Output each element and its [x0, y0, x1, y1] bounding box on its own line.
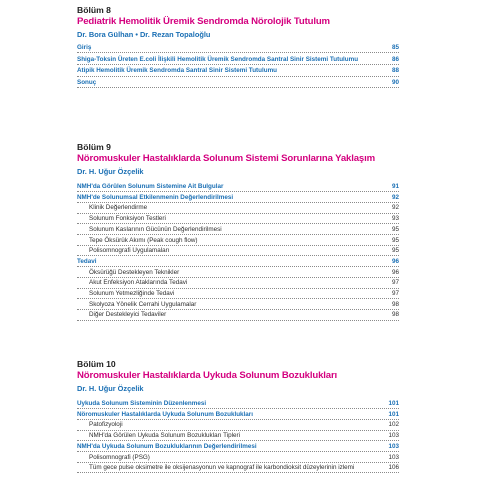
toc-entry-page: 88	[391, 67, 399, 75]
toc-entry-page: 96	[391, 257, 399, 265]
toc-entry-page: 97	[391, 279, 399, 287]
toc-entry-page: 98	[391, 300, 399, 308]
toc-entry-text: Akut Enfeksiyon Ataklarında Tedavi	[89, 279, 188, 287]
toc-entry[interactable]	[77, 269, 399, 278]
chapter-10	[77, 358, 399, 473]
toc-entry-text: Tüm gece pulse oksimetre ile oksijenasyonun ve kapnograf ile karbondioksit düzeylerinin izlemi	[89, 464, 355, 472]
toc-entry-text: NMH'da Uykuda Solunum Bozukluklarının Değerlendirilmesi	[77, 442, 257, 450]
toc-entry-page: 103	[388, 453, 399, 461]
toc-entry[interactable]	[77, 56, 399, 65]
toc-entry[interactable]	[77, 411, 399, 420]
toc-entry[interactable]	[77, 301, 399, 310]
chapter-number: Bölüm 9	[77, 142, 111, 152]
toc-entry-text: Shiga-Toksin Üreten E.coli İlişkili Hemolitik Üremik Sendromda Santral Sinir Sistemi Tutulumu	[77, 56, 359, 64]
toc-entry-text: Solunum Kaslarının Gücünün Değerlendirilmesi	[89, 225, 222, 233]
toc-entry-page: 95	[391, 247, 399, 255]
chapter-8	[77, 4, 399, 88]
toc-entry[interactable]	[77, 400, 399, 409]
toc-entry-page: 85	[391, 44, 399, 51]
toc-entry[interactable]	[77, 44, 399, 53]
toc-entry[interactable]	[77, 454, 399, 463]
toc-entry[interactable]	[77, 183, 399, 192]
toc-entry-text: Diğer Destekleyici Tedaviler	[89, 311, 167, 319]
chapter-9	[77, 141, 399, 321]
chapter-number: Bölüm 8	[77, 5, 111, 15]
chapter-authors: Dr. H. Uğur Özçelik	[77, 167, 144, 176]
chapter-authors: Dr. Bora Gülhan • Dr. Rezan Topaloğlu	[77, 30, 211, 39]
chapter-title: Nöromuskuler Hastalıklarda Solunum Sistemi Sorunlarına Yaklaşım	[77, 153, 376, 164]
toc-entry[interactable]	[77, 421, 399, 430]
toc-entry[interactable]	[77, 226, 399, 235]
chapter-title: Nöromuskuler Hastalıklarda Uykuda Solunum Bozuklukları	[77, 370, 338, 381]
toc-entry-text: Tedavi	[77, 257, 97, 265]
toc-entry[interactable]	[77, 290, 399, 299]
toc-entry-text: NMH'de Solunumsal Etkilenmenin Değerlendirilmesi	[77, 193, 234, 201]
toc-entry-text: Öksürüğü Destekleyen Teknikler	[89, 268, 180, 276]
toc-entry[interactable]	[77, 311, 399, 320]
toc-entry-text: Klinik Değerlendirme	[89, 204, 148, 212]
toc-entry-page: 93	[391, 215, 399, 223]
toc-entry-text: NMH'da Görülen Uykuda Solunum Bozuklukları Tipleri	[89, 432, 240, 440]
toc-entry[interactable]	[77, 279, 399, 288]
toc-entry-page: 95	[391, 225, 399, 233]
toc-entry-text: Sonuç	[77, 78, 97, 86]
toc-entry-page: 103	[388, 442, 399, 450]
toc-entry-page: 97	[391, 290, 399, 298]
toc-entry[interactable]	[77, 464, 399, 473]
toc-entry-text: Solunum Yetmezliğinde Tedavi	[89, 290, 175, 298]
toc-entry-page: 95	[391, 236, 399, 244]
toc-entry-page: 90	[391, 78, 399, 86]
toc-entry-page: 92	[391, 204, 399, 212]
toc-entry-text: Nöromuskuler Hastalıklarda Uykuda Solunum Bozuklukları	[77, 410, 254, 418]
toc-entry[interactable]	[77, 432, 399, 441]
toc-entry[interactable]	[77, 67, 399, 76]
toc-entry-text: Giriş	[77, 44, 92, 51]
toc-entry-text: Solunum Fonksiyon Testleri	[89, 215, 166, 223]
toc-entry-page: 103	[388, 432, 399, 440]
toc-entry[interactable]	[77, 204, 399, 213]
chapter-title: Pediatrik Hemolitik Üremik Sendromda Nörolojik Tutulum	[77, 16, 330, 27]
toc-entry[interactable]	[77, 443, 399, 452]
toc-entry-text: Patofizyoloji	[89, 421, 123, 429]
toc-entry-page: 92	[391, 193, 399, 201]
toc-entry-text: Tepe Öksürük Akımı (Peak cough flow)	[89, 236, 198, 244]
toc-entry-text: Polisomnografi Uygulamaları	[89, 247, 170, 255]
toc-entry-text: Skolyoza Yönelik Cerrahi Uygulamalar	[89, 300, 197, 308]
toc-entry[interactable]	[77, 258, 399, 267]
toc-entry-page: 101	[388, 400, 399, 407]
toc-entry-page: 106	[388, 464, 399, 472]
toc-entry-text: NMH'da Görülen Solunum Sistemine Ait Bulgular	[77, 183, 224, 190]
chapter-authors: Dr. H. Uğur Özçelik	[77, 384, 144, 393]
toc-entry[interactable]	[77, 237, 399, 246]
toc-entry[interactable]	[77, 79, 399, 88]
toc-entry[interactable]	[77, 194, 399, 203]
toc-entry-text: Uykuda Solunum Sisteminin Düzenlenmesi	[77, 400, 207, 407]
toc-entry-page: 96	[391, 268, 399, 276]
toc-entry-text: Atipik Hemolitik Üremik Sendromda Santral Sinir Sistemi Tutulumu	[77, 67, 278, 75]
toc-entry-page: 91	[391, 183, 399, 190]
toc-entry-page: 86	[391, 56, 399, 64]
chapter-number: Bölüm 10	[77, 359, 116, 369]
toc-entry-text: Polisomnografi (PSG)	[89, 453, 150, 461]
toc-entry[interactable]	[77, 215, 399, 224]
toc-entry-page: 102	[388, 421, 399, 429]
toc-entry-page: 101	[388, 410, 399, 418]
toc-entry[interactable]	[77, 247, 399, 256]
toc-entry-page: 98	[391, 311, 399, 319]
